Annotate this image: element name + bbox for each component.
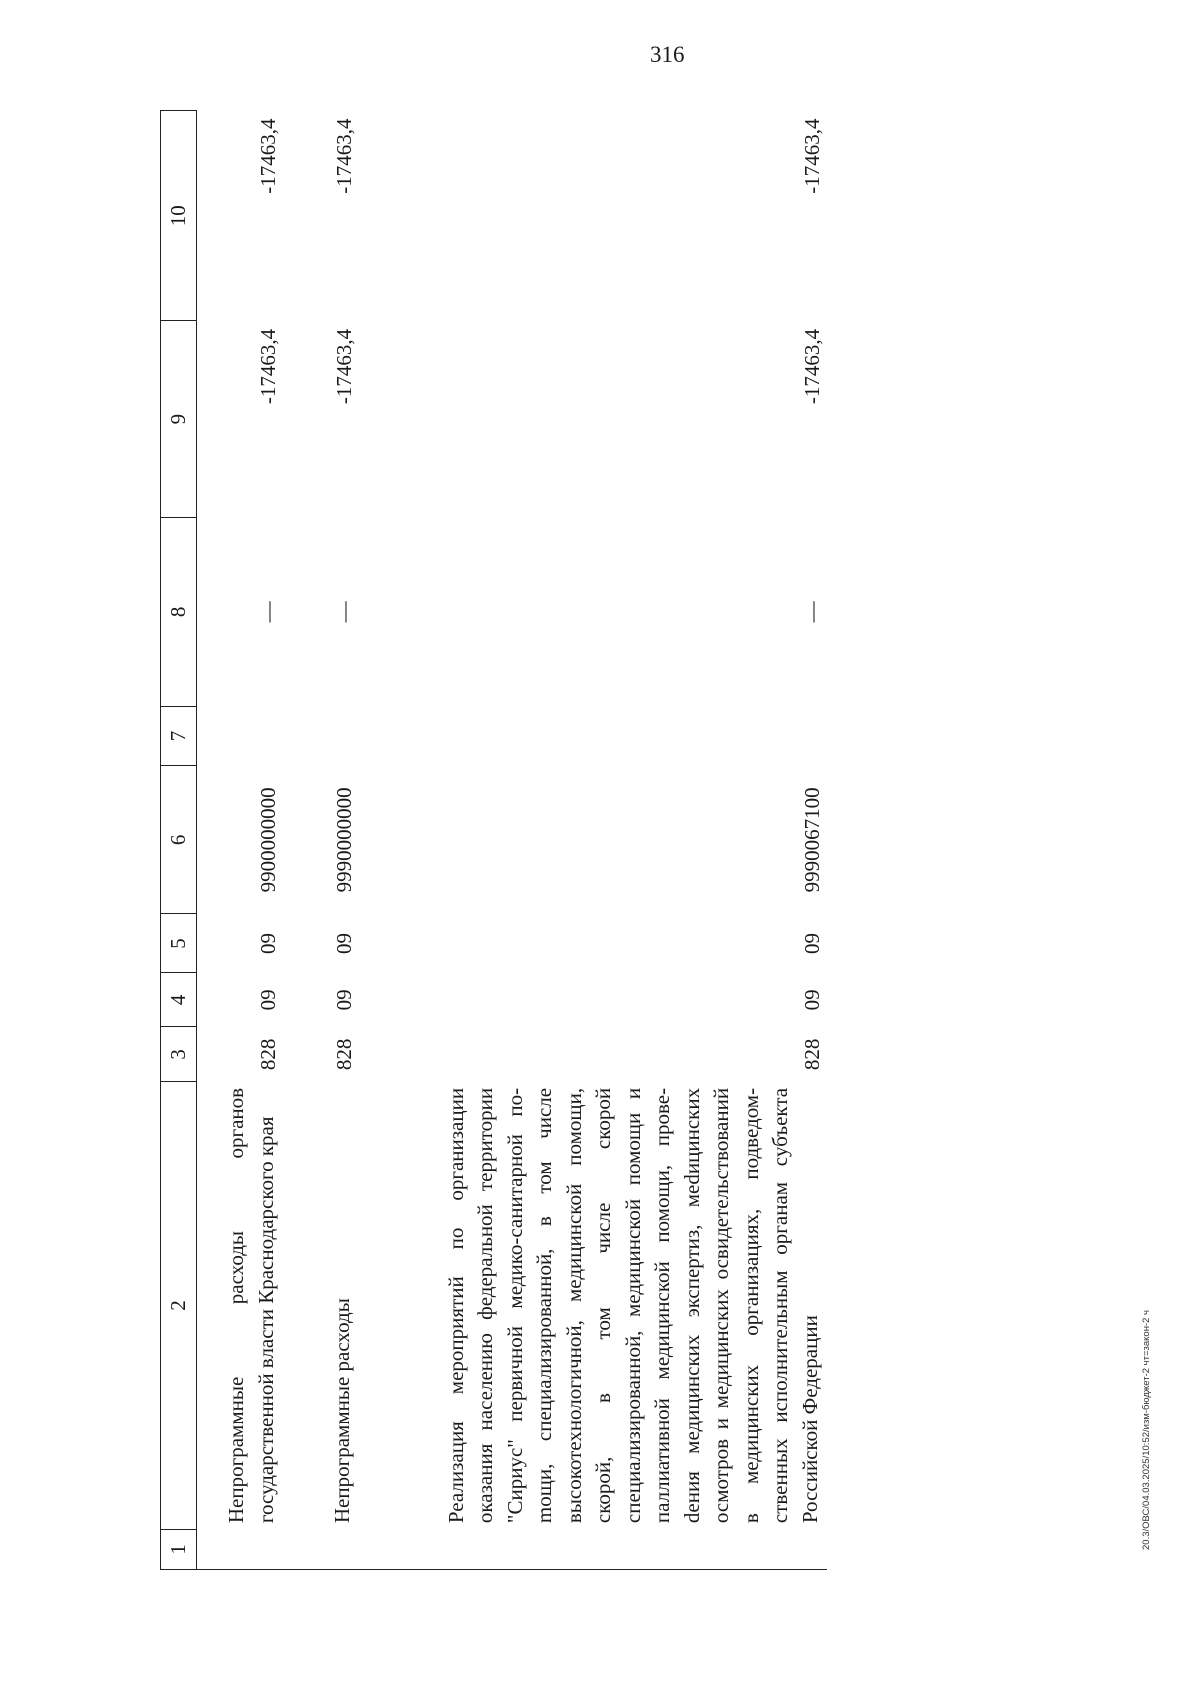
subsection-code: 09 <box>332 932 356 954</box>
header-col-1: 1 <box>161 1529 197 1569</box>
header-col-8: 8 <box>161 517 197 706</box>
footer-stamp-text: 20.3/ОВС/04.03.2025/10:52/изм-бюджет-2 чт=закон-2 ч <box>1141 1310 1152 1550</box>
col-9-amount: -17463,4 <box>332 328 356 405</box>
subsection-code: 09 <box>256 932 280 954</box>
footer-stamp <box>1141 1310 1152 1551</box>
subsection-code: 09 <box>800 932 824 954</box>
budget-table-sheet <box>160 110 990 1570</box>
section-code: 09 <box>800 989 824 1011</box>
table-row <box>281 111 357 1570</box>
section-code: 09 <box>256 989 280 1011</box>
header-row <box>161 111 197 1570</box>
row-index-cell <box>197 1529 282 1569</box>
col-8-value: — <box>800 601 824 623</box>
table-row <box>357 111 827 1570</box>
expense-name: Непрограммные расходы <box>329 1298 354 1524</box>
expense-type-code <box>197 706 282 765</box>
col-9-amount: -17463,4 <box>800 328 824 405</box>
expense-name: Реализация мероприятий по организации оказания населению федеральной территории "Сириус" первичной медико-санитарной поmощи, специализированной, в том числе высокотехнологичной, медицинской помощи, скорой, в том числе скорой специализированной, медицинской помощи и паллиативной медицинской помощи, провеdения медицинских экспертиз, меdицинских осмотров и медицинских освидетельствований в медицинских организациях, подведомственных исполнительным органам субъекта Российской Федерации <box>443 1087 822 1524</box>
ministry-code: 828 <box>800 1038 824 1071</box>
ministry-code: 828 <box>256 1038 280 1071</box>
col-10-amount: -17463,4 <box>332 118 356 194</box>
col-9-amount: -17463,4 <box>256 328 280 405</box>
header-col-4: 4 <box>161 973 197 1027</box>
header-col-10: 10 <box>161 111 197 321</box>
col-10-amount: -17463,4 <box>256 118 280 194</box>
col-10-amount: -17463,4 <box>800 118 824 194</box>
header-col-6: 6 <box>161 766 197 914</box>
header-col-3: 3 <box>161 1027 197 1082</box>
page-number: 316 <box>650 42 685 67</box>
header-col-2: 2 <box>161 1082 197 1529</box>
header-col-9: 9 <box>161 321 197 517</box>
expense-type-code <box>357 706 827 765</box>
row-index-cell <box>281 1529 357 1569</box>
header-col-5: 5 <box>161 914 197 973</box>
section-code: 09 <box>332 989 356 1011</box>
target-article-code: 9900000000 <box>256 787 280 893</box>
col-8-value: — <box>332 601 356 623</box>
table-row <box>197 111 282 1570</box>
budget-table <box>160 110 827 1570</box>
header-col-7: 7 <box>161 706 197 765</box>
target-article-code: 9990067100 <box>800 787 824 893</box>
target-article-code: 9990000000 <box>332 787 356 893</box>
ministry-code: 828 <box>332 1038 356 1071</box>
expense-type-code <box>281 706 357 765</box>
col-8-value: — <box>256 601 280 623</box>
expense-name: Непрограммные расходы органов государственной власти Краснодарского края <box>224 1087 278 1524</box>
row-index-cell <box>357 1529 827 1569</box>
